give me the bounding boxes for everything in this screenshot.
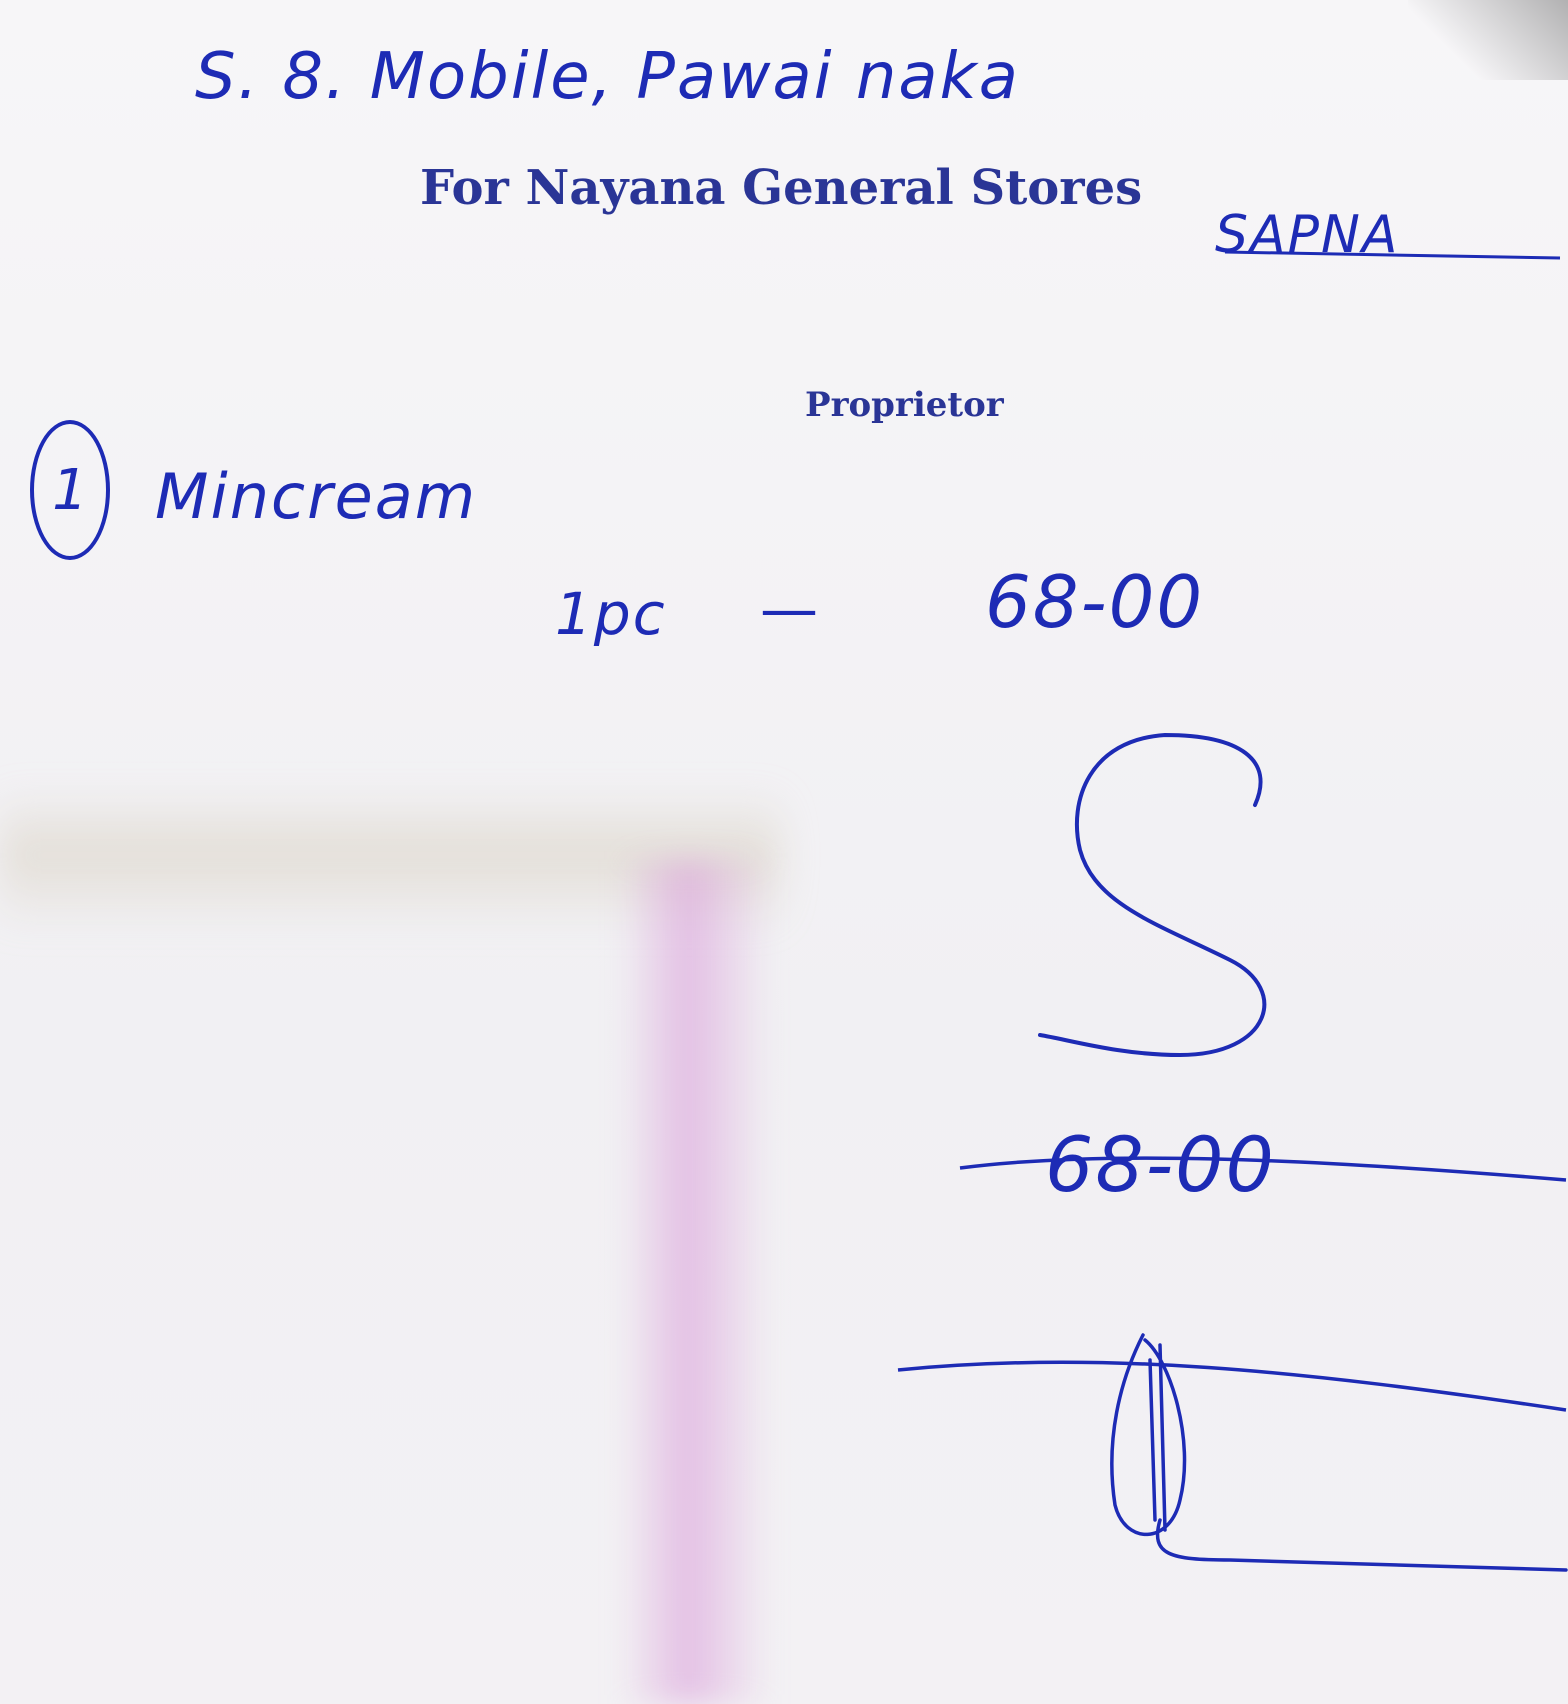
shop-name-line: S. 8. Mobile, Pawai naka xyxy=(195,40,1020,114)
store-stamp-name: For Nayana General Stores xyxy=(420,160,1143,216)
total-bottom-rule xyxy=(898,1362,1566,1410)
item-quantity: 1pc xyxy=(555,580,667,648)
item-separator: — xyxy=(760,575,818,643)
total-amount: 68-00 xyxy=(1045,1120,1276,1209)
stamp-proprietor-label: Proprietor xyxy=(805,385,1004,425)
item-name: Mincream xyxy=(155,460,478,533)
item-number: 1 xyxy=(30,420,110,560)
item-price: 68-00 xyxy=(985,560,1205,644)
signature-mark xyxy=(1040,735,1264,1055)
stamp-strike-line xyxy=(1225,252,1560,258)
stamp-signature-text: SAPNA xyxy=(1215,205,1400,265)
final-signature-mark xyxy=(1112,1335,1566,1570)
